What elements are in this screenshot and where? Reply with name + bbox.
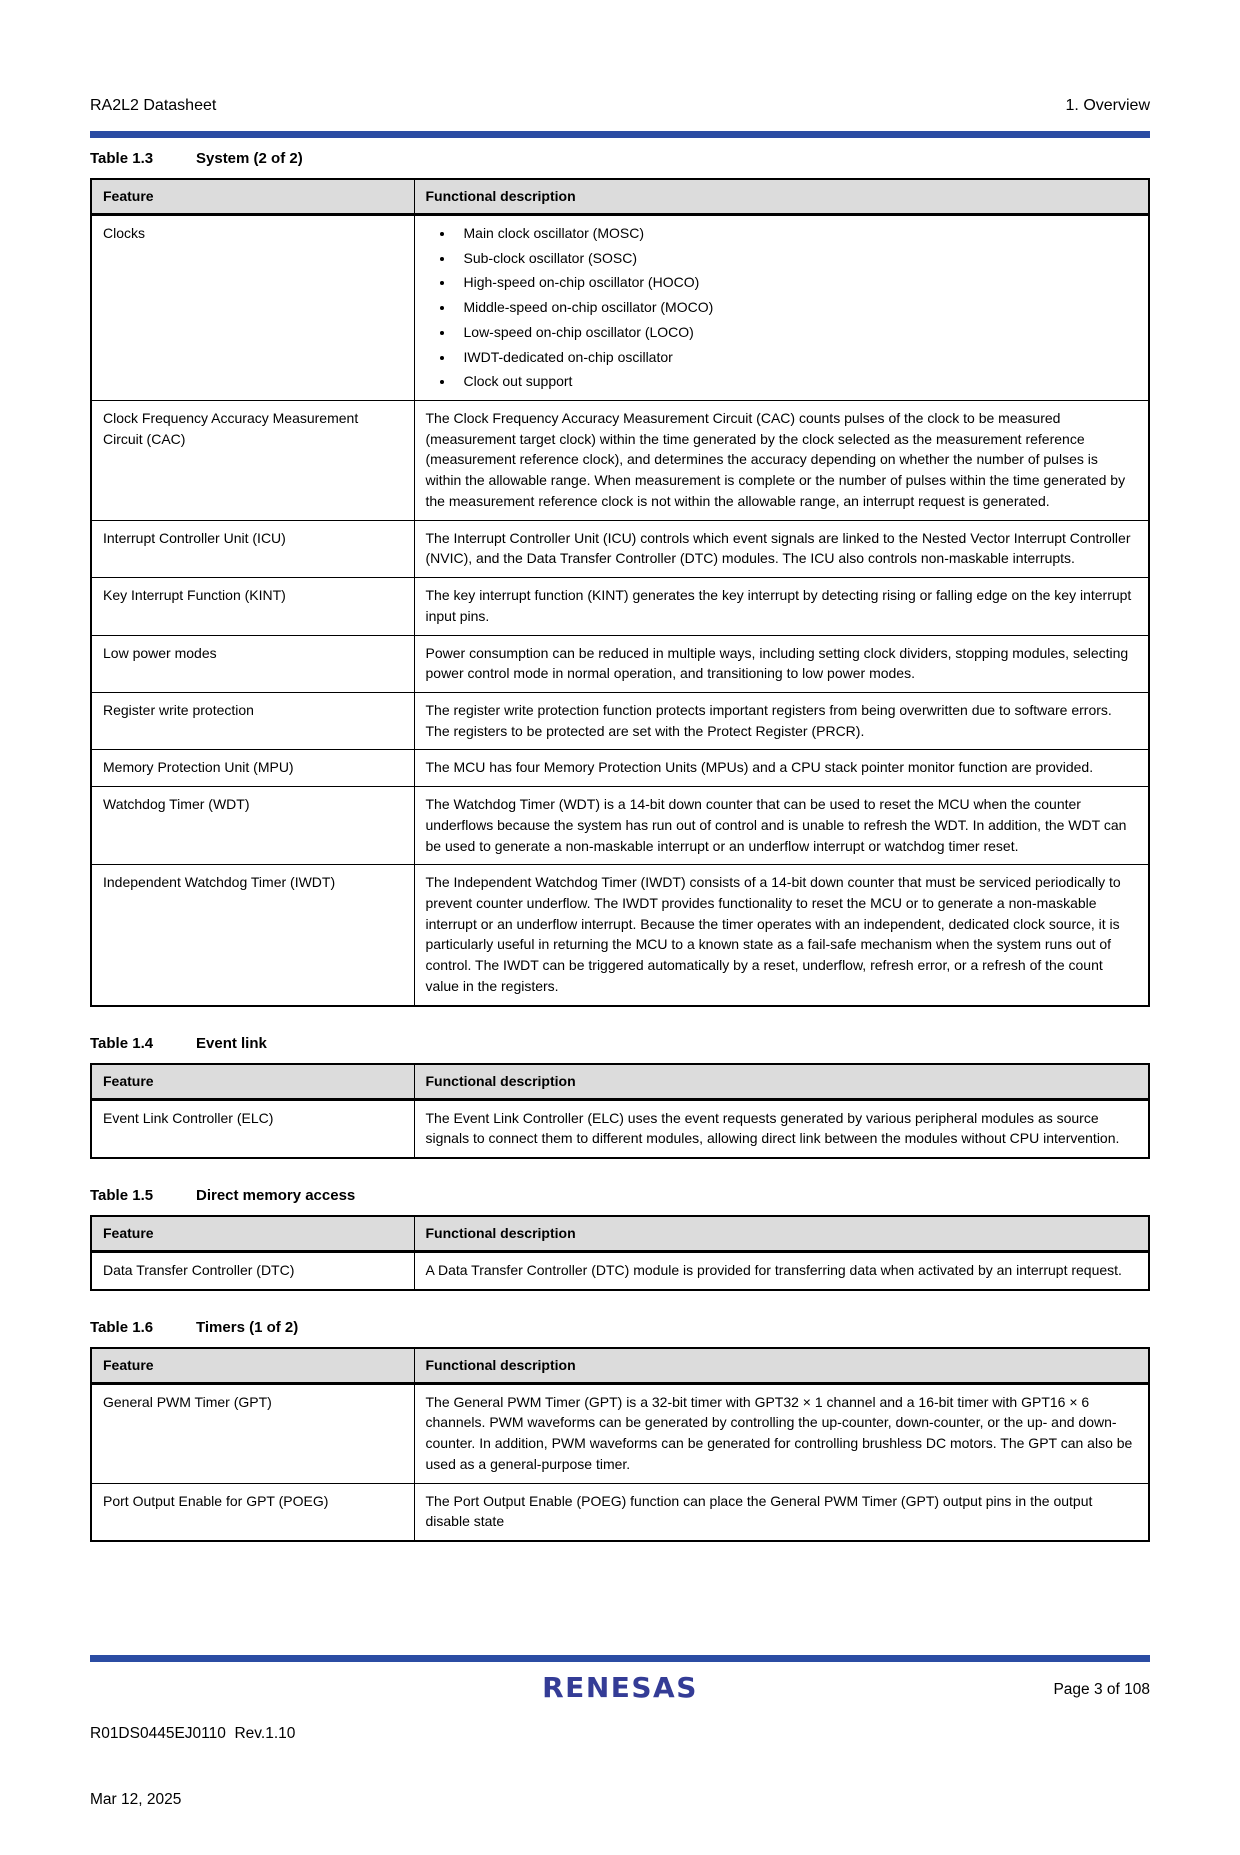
clocks-bullet-list: [426, 223, 1135, 392]
bullet-item: • Middle-speed on-chip oscillator (MOCO): [455, 297, 1135, 318]
table-caption-label: Table 1.5: [90, 1187, 154, 1204]
bullet-item: • Clock out support: [455, 371, 1135, 392]
feature-cell: Independent Watchdog Timer (IWDT): [91, 865, 414, 1006]
table-row: [91, 865, 1149, 1006]
feature-cell: Port Output Enable for GPT (POEG): [91, 1483, 414, 1541]
table-row: [91, 1483, 1149, 1541]
document-date: Mar 12, 2025: [90, 1791, 182, 1808]
table-row: [91, 750, 1149, 787]
description-cell: The register write protection function protects important registers from being overwritten due to software errors. The registers to be protected are set with the Protect Register (PRCR).: [414, 692, 1149, 749]
description-cell: The Interrupt Controller Unit (ICU) controls which event signals are linked to the Nested Vector Interrupt Controller (NVIC), and the Data Transfer Controller (DTC) modules. The ICU also controls non-maskable interrupts.: [414, 520, 1149, 577]
feature-cell: Data Transfer Controller (DTC): [91, 1252, 414, 1290]
feature-cell: Low power modes: [91, 635, 414, 692]
table-caption-title: Direct memory access: [196, 1187, 356, 1204]
feature-cell: Watchdog Timer (WDT): [91, 787, 414, 865]
table-caption-label: Table 1.4: [90, 1034, 154, 1052]
table-timers: [90, 1347, 1150, 1542]
feature-cell: Clock Frequency Accuracy Measurement Circuit (CAC): [91, 401, 414, 521]
column-header-description: Functional description: [414, 179, 1149, 215]
feature-cell: General PWM Timer (GPT): [91, 1383, 414, 1483]
footer-rule: [90, 1655, 1150, 1662]
table-row: [91, 401, 1149, 521]
feature-cell: Key Interrupt Function (KINT): [91, 578, 414, 635]
table-row: [91, 1383, 1149, 1483]
column-header-feature: Feature: [91, 179, 414, 215]
table-row: [91, 578, 1149, 635]
description-cell: The MCU has four Memory Protection Units (MPUs) and a CPU stack pointer monitor function are provided.: [414, 750, 1149, 787]
description-cell: A Data Transfer Controller (DTC) module is provided for transferring data when activated by an interrupt request.: [414, 1252, 1149, 1290]
description-cell: The Port Output Enable (POEG) function can place the General PWM Timer (GPT) output pins in the output disable state: [414, 1483, 1149, 1541]
running-footer: [90, 1671, 1150, 1855]
table-event-link: [90, 1063, 1150, 1159]
table-caption-1-6: [90, 1319, 1150, 1336]
document-number: R01DS0445EJ0110 Rev.1.10: [90, 1725, 296, 1742]
column-header-feature: Feature: [91, 1064, 414, 1100]
description-cell: [414, 215, 1149, 401]
column-header-feature: Feature: [91, 1348, 414, 1384]
feature-cell: Interrupt Controller Unit (ICU): [91, 520, 414, 577]
table-row: [91, 692, 1149, 749]
description-cell: The Event Link Controller (ELC) uses the event requests generated by various peripheral modules as source signals to connect them to different modules, allowing direct link between the modules without CPU intervention.: [414, 1099, 1149, 1158]
bullet-item: • Main clock oscillator (MOSC): [455, 223, 1135, 244]
table-header-row: [91, 1348, 1149, 1384]
column-header-description: Functional description: [414, 1064, 1149, 1100]
table-row: [91, 215, 1149, 401]
table-caption-title: System (2 of 2): [196, 150, 303, 167]
bullet-item: • Sub-clock oscillator (SOSC): [455, 248, 1135, 269]
feature-cell: Register write protection: [91, 692, 414, 749]
feature-cell: Memory Protection Unit (MPU): [91, 750, 414, 787]
table-header-row: [91, 1064, 1149, 1100]
description-cell: Power consumption can be reduced in multiple ways, including setting clock dividers, stopping modules, selecting power control mode in normal operation, and transitioning to low power modes.: [414, 635, 1149, 692]
header-rule: [90, 131, 1150, 138]
bullet-item: • Low-speed on-chip oscillator (LOCO): [455, 322, 1135, 343]
table-row: [91, 1252, 1149, 1290]
column-header-feature: Feature: [91, 1216, 414, 1252]
table-direct-memory-access: [90, 1215, 1150, 1291]
table-row: [91, 1099, 1149, 1158]
table-caption-1-3: [90, 150, 1150, 167]
page-content: [90, 150, 1150, 1570]
feature-cell: Clocks: [91, 215, 414, 401]
description-cell: The key interrupt function (KINT) generates the key interrupt by detecting rising or falling edge on the key interrupt input pins.: [414, 578, 1149, 635]
description-cell: The General PWM Timer (GPT) is a 32-bit timer with GPT32 × 1 channel and a 16-bit timer with GPT16 × 6 channels. PWM waveforms can be generated by controlling the up-counter, down-counter, or the up- and down-counter. In addition, PWM waveforms can be generated for controlling brushless DC motors. The GPT can also be used as a general-purpose timer.: [414, 1383, 1149, 1483]
table-caption-title: Timers (1 of 2): [196, 1318, 299, 1336]
table-caption-label: Table 1.6: [90, 1318, 154, 1336]
description-cell: The Clock Frequency Accuracy Measurement Circuit (CAC) counts pulses of the clock to be measured (measurement target clock) within the time generated by the clock selected as the measurement reference (measurement reference clock), and determines the accuracy depending on whether the number of pulses is within the allowable range. When measurement is complete or the number of pulses within the time generated by the measurement reference clock is not within the allowable range, an interrupt request is generated.: [414, 401, 1149, 521]
document-title: RA2L2 Datasheet: [90, 97, 217, 114]
footer-document-info: [90, 1671, 1150, 1855]
table-row: [91, 520, 1149, 577]
table-caption-label: Table 1.3: [90, 150, 154, 167]
table-caption-1-4: [90, 1035, 1150, 1052]
table-system: [90, 178, 1150, 1007]
page-number: Page 3 of 108: [1053, 1681, 1150, 1698]
column-header-description: Functional description: [414, 1216, 1149, 1252]
description-cell: The Independent Watchdog Timer (IWDT) consists of a 14-bit down counter that must be serviced periodically to prevent counter underflow. The IWDT provides functionality to reset the MCU or to generate a non-maskable interrupt or an underflow interrupt. Because the timer operates with an independent, dedicated clock source, it is particularly useful in returning the MCU to a known state as a fail-safe mechanism when the system runs out of control. The IWDT can be triggered automatically by a reset, underflow, refresh error, or a refresh of the count value in the registers.: [414, 865, 1149, 1006]
section-title: 1. Overview: [1065, 97, 1150, 114]
table-row: [91, 635, 1149, 692]
description-cell: The Watchdog Timer (WDT) is a 14-bit down counter that can be used to reset the MCU when the counter underflows because the system has run out of control and is unable to refresh the WDT. In addition, the WDT can be used to generate a non-maskable interrupt or an underflow interrupt or watchdog timer reset.: [414, 787, 1149, 865]
bullet-item: • High-speed on-chip oscillator (HOCO): [455, 272, 1135, 293]
running-header: [90, 96, 1150, 116]
table-caption-title: Event link: [196, 1034, 267, 1052]
bullet-item: • IWDT-dedicated on-chip oscillator: [455, 347, 1135, 368]
table-caption-1-5: [90, 1187, 1150, 1204]
table-header-row: [91, 1216, 1149, 1252]
renesas-logo: RENESAS: [542, 1671, 698, 1704]
feature-cell: Event Link Controller (ELC): [91, 1099, 414, 1158]
column-header-description: Functional description: [414, 1348, 1149, 1384]
table-header-row: [91, 179, 1149, 215]
table-row: [91, 787, 1149, 865]
